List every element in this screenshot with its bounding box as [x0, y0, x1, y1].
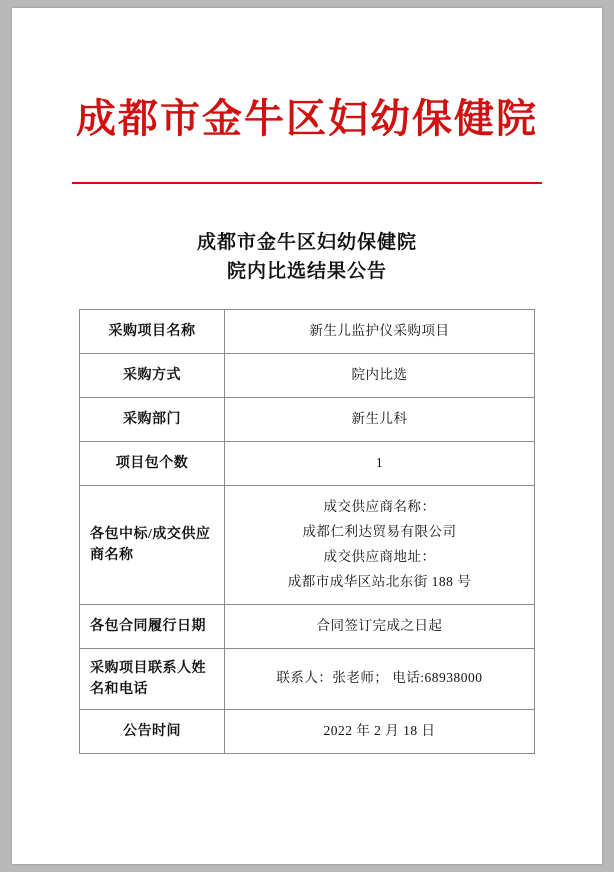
table-row — [80, 648, 535, 709]
supplier-address-value: 成都市成华区站北东街 188 号 — [287, 573, 472, 589]
page-title — [12, 228, 602, 287]
row-label-contact: 采购项目联系人姓名和电话 — [80, 648, 225, 709]
table-row — [80, 485, 535, 604]
row-value-contract-date: 合同签订完成之日起 — [225, 604, 535, 648]
row-value-contact: 联系人：张老师； 电话:68938000 — [225, 648, 535, 709]
table-row — [80, 604, 535, 648]
row-value-announcement-date: 2022 年 2 月 18 日 — [225, 709, 535, 753]
page-title-line-2: 院内比选结果公告 — [226, 261, 387, 283]
supplier-name-label: 成交供应商名称： — [323, 498, 436, 514]
row-label-department: 采购部门 — [80, 397, 225, 441]
row-value-project-name: 新生儿监护仪采购项目 — [225, 309, 535, 353]
row-label-procurement-method: 采购方式 — [80, 353, 225, 397]
document-page — [12, 8, 602, 864]
row-label-winning-supplier: 各包中标/成交供应商名称 — [80, 485, 225, 604]
supplier-address-label: 成交供应商地址： — [323, 548, 436, 564]
row-label-contract-date: 各包合同履行日期 — [80, 604, 225, 648]
row-label-project-name: 采购项目名称 — [80, 309, 225, 353]
supplier-name-value: 成都仁利达贸易有限公司 — [302, 523, 457, 539]
row-value-winning-supplier — [225, 485, 535, 604]
announcement-table — [79, 309, 535, 754]
row-label-package-count: 项目包个数 — [80, 441, 225, 485]
table-row — [80, 353, 535, 397]
table-row — [80, 441, 535, 485]
letterhead — [12, 94, 602, 184]
table-row — [80, 309, 535, 353]
letterhead-divider — [72, 182, 542, 184]
letterhead-org-name: 成都市金牛区妇幼保健院 — [76, 95, 538, 142]
row-label-announcement-date: 公告时间 — [80, 709, 225, 753]
row-value-package-count: 1 — [225, 441, 535, 485]
row-value-procurement-method: 院内比选 — [225, 353, 535, 397]
row-value-department: 新生儿科 — [225, 397, 535, 441]
announcement-table-wrapper — [79, 309, 535, 754]
page-title-line-1: 成都市金牛区妇幼保健院 — [196, 232, 417, 253]
table-row — [80, 709, 535, 753]
table-row — [80, 397, 535, 441]
